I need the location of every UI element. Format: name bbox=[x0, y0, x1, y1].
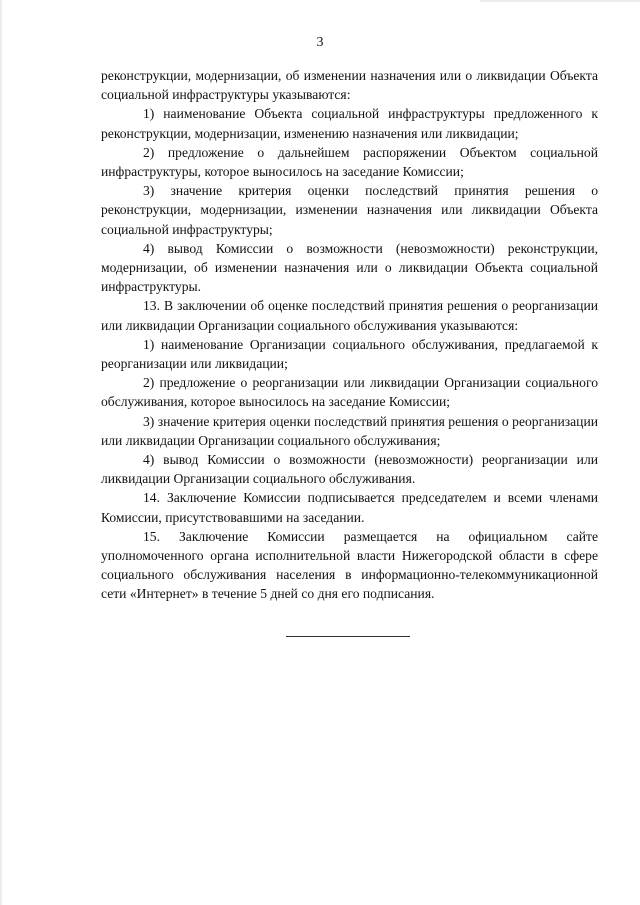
paragraph-item-4-organization-conclusion: 4) вывод Комиссии о возможности (невозможности) реорганизации или ликвидации Организации социального обслуживания. bbox=[101, 452, 598, 487]
paragraph-item-1-organization-name: 1) наименование Организации социального обслуживания, предлагаемой к реорганизации или ликвидации; bbox=[101, 336, 598, 372]
paragraph-clause-13: 13. В заключении об оценке последствий принятия решения о реорганизации или ликвидации Организации социального обслуживания указываются: bbox=[101, 298, 598, 333]
paragraph-clause-14: 14. Заключение Комиссии подписывается председателем и всеми членами Комиссии, присутствовавшими на заседании. bbox=[101, 490, 598, 525]
paragraph-item-3-organization-criterion: 3) значение критерия оценки последствий принятия решения о реорганизации или ликвидации Организации социального обслуживания; bbox=[101, 413, 598, 448]
paragraph-clause-15: 15. Заключение Комиссии размещается на официальном сайте уполномоченного органа исполнительной власти Нижегородской области в сфере социального обслуживания населения в информационно-телекоммуникационной сети «Интернет» в течение 5 дней со дня его подписания. bbox=[101, 528, 598, 602]
paragraph-item-2-organization-proposal: 2) предложение о реорганизации или ликвидации Организации социального обслуживания, которое выносилось на заседание Комиссии; bbox=[101, 375, 598, 410]
document-body bbox=[101, 66, 598, 604]
end-of-document-rule bbox=[286, 636, 410, 637]
scan-edge-top bbox=[480, 0, 640, 2]
paragraph-item-1-object-name: 1) наименование Объекта социальной инфраструктуры предложенного к реконструкции, модернизации, изменению назначения или ликвидации; bbox=[101, 106, 598, 141]
paragraph-item-3-object-criterion: 3) значение критерия оценки последствий принятия решения о реконструкции, модернизации, изменении назначения или ликвидации Объекта социальной инфраструктуры; bbox=[101, 183, 598, 237]
paragraph-continuation: реконструкции, модернизации, об изменении назначения или о ликвидации Объекта социальной инфраструктуры указываются: bbox=[101, 68, 598, 103]
paragraph-item-2-object-proposal: 2) предложение о дальнейшем распоряжении Объектом социальной инфраструктуры, которое выносилось на заседание Комиссии; bbox=[101, 144, 598, 180]
paragraph-item-4-object-conclusion: 4) вывод Комиссии о возможности (невозможности) реконструкции, модернизации, об изменении назначения или о ликвидации Объекта социальной инфраструктуры. bbox=[101, 240, 598, 295]
page-number: 3 bbox=[316, 35, 324, 50]
scan-edge-left bbox=[0, 0, 3, 905]
